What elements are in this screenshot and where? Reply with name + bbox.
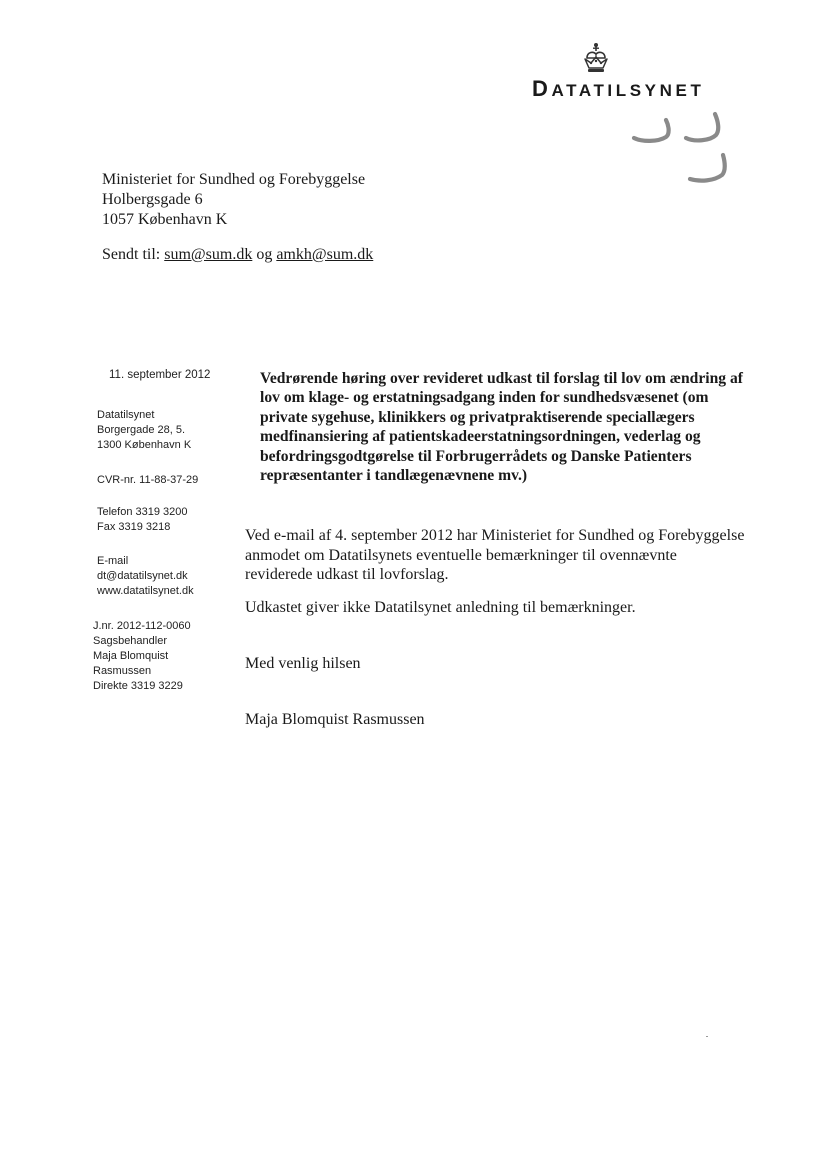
datatilsynet-logo: DATATILSYNET <box>532 76 705 101</box>
body-line: Ved e-mail af 4. september 2012 har Ministeriet for Sundhed og Forebyggelse <box>245 527 745 544</box>
subject-line: repræsentanter i tandlægenævnene mv.) <box>260 467 528 485</box>
subject-line: Vedrørende høring over revideret udkast til forslag til lov om ændring af <box>260 370 743 387</box>
letter-subject <box>260 369 780 485</box>
scan-speck <box>706 1036 708 1037</box>
fax-number: Fax 3319 3218 <box>97 521 171 533</box>
letter-date: 11. september 2012 <box>109 369 211 381</box>
recipient-name: Ministeriet for Sundhed og Forebyggelse <box>102 171 366 188</box>
email-link-sum[interactable]: sum@sum.dk <box>164 246 253 263</box>
body-line: anmodet om Datatilsynets eventuelle bemærkninger til ovennævnte <box>245 546 677 564</box>
signature-name: Maja Blomquist Rasmussen <box>245 711 425 728</box>
body-paragraph-2: Udkastet giver ikke Datatilsynet anledning til bemærkninger. <box>245 599 636 616</box>
sender-street: Borgergade 28, 5. <box>97 424 186 436</box>
recipient-address <box>102 170 365 230</box>
handler-first-name: Maja Blomquist <box>93 650 169 662</box>
subject-line: private sygehuse, klinikkers og privatpraktiserende speciallægers <box>260 408 695 426</box>
recipient-street: Holbergsgade 6 <box>102 191 203 208</box>
sender-address <box>97 408 191 453</box>
subject-line: medfinansiering af patientskadeerstatningsordningen, vederlag og <box>260 428 701 446</box>
sent-to-label: Sendt til: <box>102 246 161 263</box>
closing-greeting: Med venlig hilsen <box>245 655 361 672</box>
email-label: E-mail <box>97 555 129 567</box>
contact-email-web <box>97 554 194 599</box>
subject-line: befordringsgodtgørelse til Forbrugerrådets og Danske Patienters <box>260 447 692 465</box>
handler-label: Sagsbehandler <box>93 635 168 647</box>
phone-number: Telefon 3319 3200 <box>97 506 188 518</box>
email-link-amkh[interactable]: amkh@sum.dk <box>276 246 374 263</box>
handler-last-name: Rasmussen <box>93 665 152 677</box>
sender-city: 1300 København K <box>97 439 192 451</box>
email-address: dt@datatilsynet.dk <box>97 570 188 582</box>
cvr-number: CVR-nr. 11-88-37-29 <box>97 474 199 486</box>
journal-number: J.nr. 2012-112-0060 <box>93 620 191 632</box>
website: www.datatilsynet.dk <box>97 585 194 597</box>
direct-phone: Direkte 3319 3229 <box>93 680 183 692</box>
sender-org: Datatilsynet <box>97 409 155 421</box>
body-paragraph-1 <box>245 526 744 585</box>
sent-to-connector: og <box>256 246 273 263</box>
subject-line: lov om klage- og erstatningsadgang inden for sundhedsvæsenet (om <box>260 389 709 407</box>
crown-icon <box>583 42 609 76</box>
recipient-city: 1057 København K <box>102 211 228 228</box>
contact-phone-fax <box>97 505 188 535</box>
sent-to-line <box>102 246 373 264</box>
body-line: reviderede udkast til lovforslag. <box>245 566 449 583</box>
handwritten-stamp <box>628 108 732 186</box>
case-info <box>93 619 191 694</box>
